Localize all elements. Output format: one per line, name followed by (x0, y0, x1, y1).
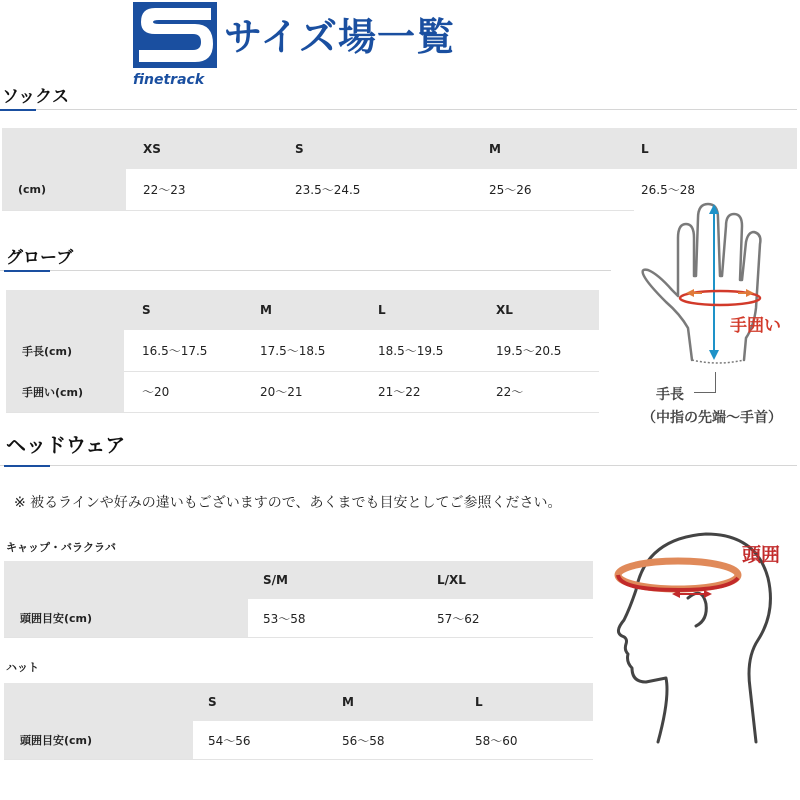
table-cell: 56〜58 (342, 733, 385, 748)
table-cell: 17.5〜18.5 (260, 344, 326, 358)
column-header: L (378, 303, 386, 317)
table-row (4, 721, 593, 760)
hand-length-leader-line (694, 392, 716, 393)
column-header: M (342, 695, 354, 709)
table-cell: 21〜22 (378, 385, 421, 399)
table-cell: 26.5〜28 (641, 183, 695, 197)
table-cell: 16.5〜17.5 (142, 344, 208, 358)
hat-subsection-title: ハット (6, 661, 39, 674)
socks-section-divider (0, 109, 797, 110)
table-row (6, 371, 599, 413)
row-label: 手長(cm) (6, 330, 124, 371)
table-header-row (6, 290, 599, 330)
table-cell: 25〜26 (489, 183, 532, 197)
gloves-size-table (6, 290, 599, 412)
socks-section-accent (0, 109, 36, 111)
page-title: サイズ場一覧 (224, 15, 455, 59)
table-cell: 58〜60 (475, 733, 518, 748)
column-header: M (489, 141, 501, 156)
finetrack-logo-mark (133, 2, 217, 68)
column-header: L/XL (437, 573, 466, 587)
row-label: 頭囲目安(cm) (4, 721, 193, 759)
hand-circumference-label: 手囲い (730, 316, 781, 336)
hat-size-table (4, 683, 593, 759)
headwear-section-title: ヘッドウェア (6, 433, 126, 457)
headwear-section-accent (4, 465, 50, 467)
table-cell: 〜20 (142, 385, 170, 399)
table-header-row (4, 561, 593, 599)
hand-length-label: 手長 (656, 387, 684, 403)
column-header: S/M (263, 573, 288, 587)
column-header: L (475, 695, 483, 709)
socks-section-title: ソックス (2, 87, 69, 107)
cap-size-table (4, 561, 593, 637)
headwear-section-divider (0, 465, 797, 466)
table-cell: 18.5〜19.5 (378, 344, 444, 358)
column-header: S (208, 695, 217, 709)
head-circumference-label: 頭囲 (742, 544, 781, 566)
table-row (6, 330, 599, 372)
gloves-section-divider (0, 270, 611, 271)
table-cell: 19.5〜20.5 (496, 344, 562, 358)
column-header: XL (496, 303, 513, 317)
row-label: 頭囲目安(cm) (4, 599, 248, 637)
brand-logo-text: finetrack (133, 72, 205, 88)
cap-subsection-title: キャップ・バラクラバ (6, 541, 116, 554)
table-cell: 54〜56 (208, 733, 251, 748)
column-header: XS (143, 141, 161, 156)
table-cell: 22〜 (496, 385, 524, 399)
table-cell: 20〜21 (260, 385, 303, 399)
table-cell: 57〜62 (437, 611, 480, 626)
table-row (2, 169, 634, 211)
hand-measurement-illustration (636, 198, 800, 370)
table-cell: 22〜23 (143, 183, 186, 197)
row-label: (cm) (2, 169, 126, 210)
table-header-row (2, 128, 797, 169)
gloves-section-accent (4, 270, 50, 272)
gloves-section-title: グローブ (6, 248, 74, 268)
fit-disclaimer-note: ※ 被るラインや好みの違いもございますので、あくまでも目安としてご参照ください。 (14, 495, 562, 511)
table-cell: 53〜58 (263, 611, 306, 626)
table-header-row (4, 683, 593, 721)
row-label: 手囲い(cm) (6, 371, 124, 412)
column-header: S (295, 141, 304, 156)
column-header: M (260, 303, 272, 317)
table-row (4, 599, 593, 638)
column-header: L (641, 141, 649, 156)
hand-length-leader-line (715, 372, 716, 393)
table-cell: 23.5〜24.5 (295, 183, 361, 197)
hand-length-note: （中指の先端〜手首） (642, 410, 782, 426)
column-header: S (142, 303, 151, 317)
